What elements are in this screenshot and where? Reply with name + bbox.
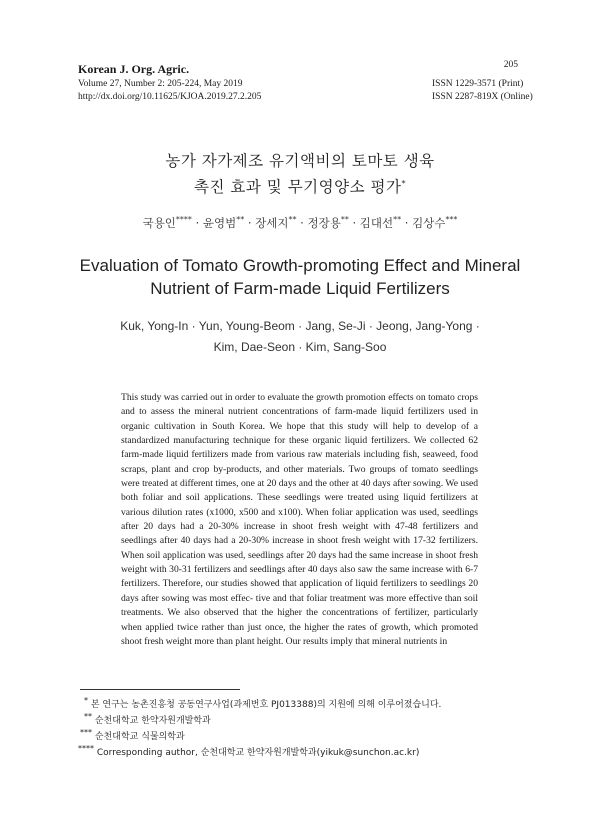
page-number: 205 bbox=[503, 60, 518, 70]
footnote-3-mark: *** bbox=[80, 728, 92, 737]
korean-authors bbox=[0, 215, 600, 231]
footnote-1-text: 본 연구는 농촌진흥청 공동연구사업(과제번호 PJ013388)의 지원에 의해 이루어졌습니다. bbox=[88, 700, 442, 710]
author-ko-2: 윤영범 bbox=[202, 216, 237, 230]
author-separator: · bbox=[401, 216, 413, 230]
abstract-text: This study was carried out in order to evaluate the growth promotion effects on tomato crops and to assess the mineral nutrient concentrations of farm-made liquid fertilizers used in organic cultivation in South Korea. We hope that this study will help to develop of a standardized manufacturing technique for these organic liquid fertilizers. We collected 62 farm-made liquid fertilizers made from various raw materials including fish, seaweed, food scraps, plant and crop by-products, and other materials. Two groups of tomato seedlings were treated at different times, one at 20 days and the other at 40 days after sowing. We used both foliar and soil applications. These seedlings were treated using liquid fertilizers at various dilution rates (x1000, x500 and x100). When foliar application was used, seedlings after 20 days had a 20-30% increase in shoot fresh weight with 47-48 fertilizers and seedlings after 40 days had a 20-30% increase in shoot fresh weight with 17-32 fertilizers. When soil application was used, seedlings after 20 days had the same increase in shoot fresh weight with 30-31 fertilizers and seedlings after 40 days also saw the same increase with 6-7 fertilizers. Therefore, our studies showed that application of liquid fertilizers to seedlings 20 days after sowing was most effec- tive and that foliar treatment was more effective than soil treatments. We also observed that the higher the concentrations of fertilizer, particularly when applied twice rather than just once, the higher the rates of growth, which promoted shoot fresh weight more than plant height. Our results imply that mineral nutrients in bbox=[121, 392, 478, 647]
author-separator: · bbox=[348, 216, 360, 230]
footnote-2 bbox=[84, 713, 211, 726]
author-ko-1-mark: **** bbox=[175, 215, 192, 225]
author-separator: · bbox=[244, 216, 256, 230]
korean-title-line-2-text: 촉진 효과 및 무기영양소 평가 bbox=[194, 178, 402, 196]
english-title-line-1: Evaluation of Tomato Growth-promoting Effect and Mineral bbox=[79, 256, 521, 275]
footnote-3-text: 순천대학교 식물의학과 bbox=[92, 732, 185, 742]
english-authors-line-2: Kim, Dae-Seon · Kim, Sang-Soo bbox=[213, 340, 387, 354]
author-ko-5-mark: ** bbox=[393, 215, 402, 225]
author-separator: · bbox=[296, 216, 308, 230]
korean-title-line-2 bbox=[0, 175, 600, 197]
author-ko-3-mark: ** bbox=[288, 215, 297, 225]
footnote-4-text: Corresponding author, 순천대학교 한약자원개발학과(yikuk@sunchon.ac.kr) bbox=[94, 748, 420, 758]
author-ko-6: 김상수 bbox=[412, 216, 446, 230]
journal-name: Korean J. Org. Agric. bbox=[78, 62, 190, 76]
footnote-1-mark: * bbox=[84, 696, 88, 705]
footnote-2-text: 순천대학교 한약자원개발학과 bbox=[92, 716, 211, 726]
footnote-divider bbox=[80, 689, 240, 690]
english-title-line-2: Nutrient of Farm-made Liquid Fertilizers bbox=[150, 279, 450, 298]
footnote-1 bbox=[84, 697, 441, 710]
volume-info: Volume 27, Number 2: 205-224, May 2019 bbox=[78, 79, 243, 89]
title-footnote-mark: * bbox=[401, 178, 406, 188]
footnote-3 bbox=[80, 729, 185, 742]
english-authors-line-1: Kuk, Yong-In · Yun, Young-Beom · Jang, Se-Ji · Jeong, Jang-Yong · bbox=[120, 319, 480, 333]
footnote-2-mark: ** bbox=[84, 712, 92, 721]
author-ko-4: 정장용 bbox=[307, 216, 341, 230]
footnote-4 bbox=[78, 745, 419, 758]
author-ko-5: 김대선 bbox=[359, 216, 394, 230]
author-ko-2-mark: ** bbox=[236, 215, 245, 225]
author-ko-4-mark: ** bbox=[340, 215, 349, 225]
korean-title-line-1: 농가 자가제조 유기액비의 토마토 생육 bbox=[165, 152, 435, 170]
doi-link[interactable]: http://dx.doi.org/10.11625/KJOA.2019.27.2.205 bbox=[78, 92, 262, 102]
issn-online: ISSN 2287-819X (Online) bbox=[432, 92, 533, 102]
author-ko-1: 국용인 bbox=[142, 216, 176, 230]
footnote-4-mark: **** bbox=[78, 744, 94, 753]
author-ko-3: 장세지 bbox=[255, 216, 289, 230]
issn-print: ISSN 1229-3571 (Print) bbox=[432, 79, 524, 89]
author-separator: · bbox=[191, 216, 203, 230]
author-ko-6-mark: *** bbox=[445, 215, 458, 225]
